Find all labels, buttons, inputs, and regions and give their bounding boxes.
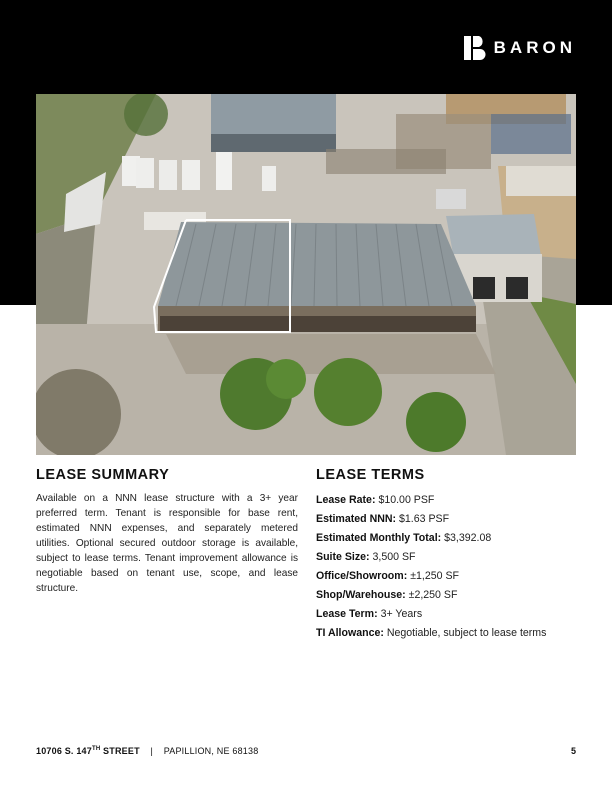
brand-name: BARON	[493, 38, 576, 57]
term-office-showroom	[316, 567, 578, 586]
footer-separator: |	[150, 746, 154, 756]
term-label: TI Allowance:	[316, 627, 384, 639]
term-label: Lease Rate:	[316, 494, 376, 506]
term-value: ±2,250 SF	[408, 589, 458, 601]
street-suffix: TH	[91, 746, 101, 752]
lease-terms-title: LEASE TERMS	[316, 467, 425, 483]
term-label: Estimated Monthly Total:	[316, 532, 442, 544]
term-suite-size	[316, 548, 578, 567]
term-label: Lease Term:	[316, 608, 378, 620]
aerial-property-photo	[36, 94, 576, 455]
street-address	[36, 746, 140, 756]
term-value: 3,500 SF	[372, 551, 416, 563]
baron-b-logo-icon	[464, 36, 486, 60]
term-lease-rate	[316, 491, 578, 510]
term-value: ±1,250 SF	[410, 570, 459, 582]
lease-summary-section	[36, 467, 298, 596]
term-value: $3,392.08	[444, 532, 492, 544]
lease-summary-title: LEASE SUMMARY	[36, 467, 170, 483]
term-value: $10.00 PSF	[378, 494, 435, 506]
page-number: 5	[570, 746, 576, 756]
term-monthly-total	[316, 529, 578, 548]
footer-city: PAPILLION, NE 68138	[163, 746, 259, 756]
term-ti-allowance	[316, 624, 578, 643]
lease-terms-section	[316, 467, 578, 643]
term-label: Office/Showroom:	[316, 570, 408, 582]
lease-summary-body: Available on a NNN lease structure with a 3+ year preferred term. Tenant is responsible for base rent, estimated NNN expenses, and separately metered utilities. Optional secured outdoor storage is available, subject to lease terms. Tenant improvement allowance is negotiable based on tenant use, scope, and lease structure.	[36, 493, 298, 594]
term-label: Estimated NNN:	[316, 513, 397, 525]
footer-address	[36, 746, 258, 756]
term-shop-warehouse	[316, 586, 578, 605]
brand-logo	[464, 36, 576, 60]
term-label: Suite Size:	[316, 551, 370, 563]
term-value: 3+ Years	[380, 608, 423, 620]
street-number: 10706 S. 147	[36, 746, 92, 756]
term-lease-term	[316, 605, 578, 624]
street-name: STREET	[100, 746, 140, 756]
term-value: $1.63 PSF	[399, 513, 450, 525]
page-footer	[36, 746, 576, 756]
term-estimated-nnn	[316, 510, 578, 529]
term-label: Shop/Warehouse:	[316, 589, 406, 601]
term-value: Negotiable, subject to lease terms	[386, 627, 547, 639]
